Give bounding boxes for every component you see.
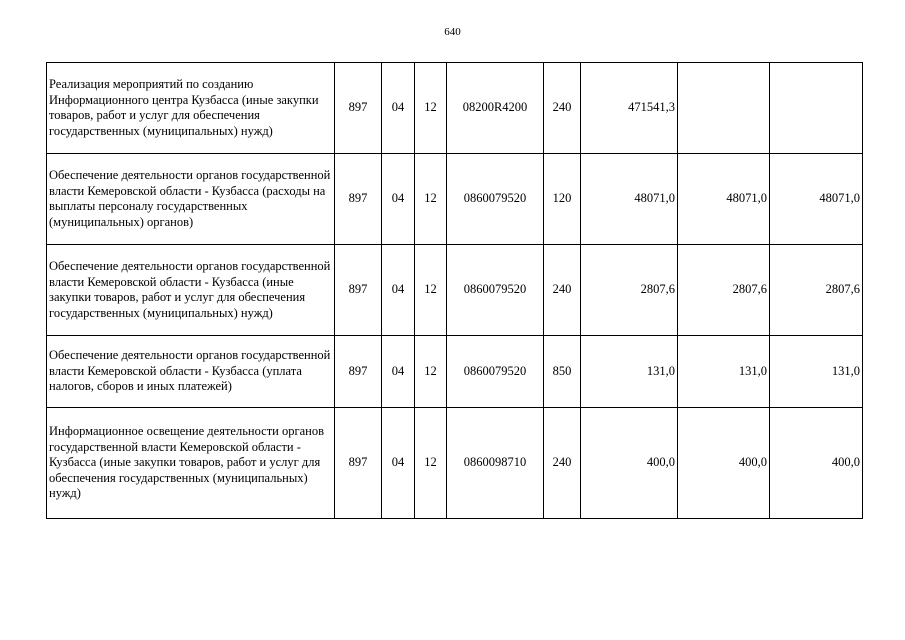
target-article-code: 0860079520 — [447, 245, 544, 336]
section-code: 04 — [382, 408, 415, 519]
subsection-code: 12 — [415, 245, 447, 336]
target-article-code: 0860079520 — [447, 336, 544, 408]
ministry-code: 897 — [335, 245, 382, 336]
ministry-code: 897 — [335, 408, 382, 519]
amount-year-1: 400,0 — [581, 408, 678, 519]
amount-year-2: 2807,6 — [678, 245, 770, 336]
amount-year-1: 131,0 — [581, 336, 678, 408]
amount-year-2 — [678, 63, 770, 154]
table-row — [47, 154, 863, 245]
ministry-code: 897 — [335, 154, 382, 245]
page-number: 640 — [444, 26, 461, 38]
subsection-code: 12 — [415, 63, 447, 154]
amount-year-3: 48071,0 — [770, 154, 863, 245]
amount-year-1: 471541,3 — [581, 63, 678, 154]
subsection-code: 12 — [415, 336, 447, 408]
subsection-code: 12 — [415, 408, 447, 519]
expense-type-code: 120 — [544, 154, 581, 245]
amount-year-3: 131,0 — [770, 336, 863, 408]
row-description: Обеспечение деятельности органов государственной власти Кемеровской области - Кузбасса (уплата налогов, сборов и иных платежей) — [47, 336, 335, 408]
amount-year-2: 131,0 — [678, 336, 770, 408]
row-description: Информационное освещение деятельности органов государственной власти Кемеровской области - Кузбасса (иные закупки товаров, работ и услуг для обеспечения государственных (муниципальных) нужд) — [47, 408, 335, 519]
amount-year-1: 2807,6 — [581, 245, 678, 336]
amount-year-3: 400,0 — [770, 408, 863, 519]
section-code: 04 — [382, 336, 415, 408]
row-description: Реализация мероприятий по созданию Информационного центра Кузбасса (иные закупки товаров, работ и услуг для обеспечения государственных (муниципальных) нужд) — [47, 63, 335, 154]
expense-type-code: 850 — [544, 336, 581, 408]
subsection-code: 12 — [415, 154, 447, 245]
section-code: 04 — [382, 154, 415, 245]
amount-year-3: 2807,6 — [770, 245, 863, 336]
ministry-code: 897 — [335, 336, 382, 408]
table-row — [47, 408, 863, 519]
section-code: 04 — [382, 245, 415, 336]
expense-type-code: 240 — [544, 408, 581, 519]
amount-year-1: 48071,0 — [581, 154, 678, 245]
row-description: Обеспечение деятельности органов государственной власти Кемеровской области - Кузбасса (расходы на выплаты персоналу государственных (муниципальных) органов) — [47, 154, 335, 245]
target-article-code: 08200R4200 — [447, 63, 544, 154]
table-row — [47, 245, 863, 336]
ministry-code: 897 — [335, 63, 382, 154]
amount-year-3 — [770, 63, 863, 154]
table-row — [47, 63, 863, 154]
expense-type-code: 240 — [544, 245, 581, 336]
table-row — [47, 336, 863, 408]
budget-table — [46, 62, 863, 519]
target-article-code: 0860079520 — [447, 154, 544, 245]
section-code: 04 — [382, 63, 415, 154]
row-description: Обеспечение деятельности органов государственной власти Кемеровской области - Кузбасса (иные закупки товаров, работ и услуг для обеспечения государственных (муниципальных) нужд) — [47, 245, 335, 336]
target-article-code: 0860098710 — [447, 408, 544, 519]
amount-year-2: 48071,0 — [678, 154, 770, 245]
expense-type-code: 240 — [544, 63, 581, 154]
amount-year-2: 400,0 — [678, 408, 770, 519]
